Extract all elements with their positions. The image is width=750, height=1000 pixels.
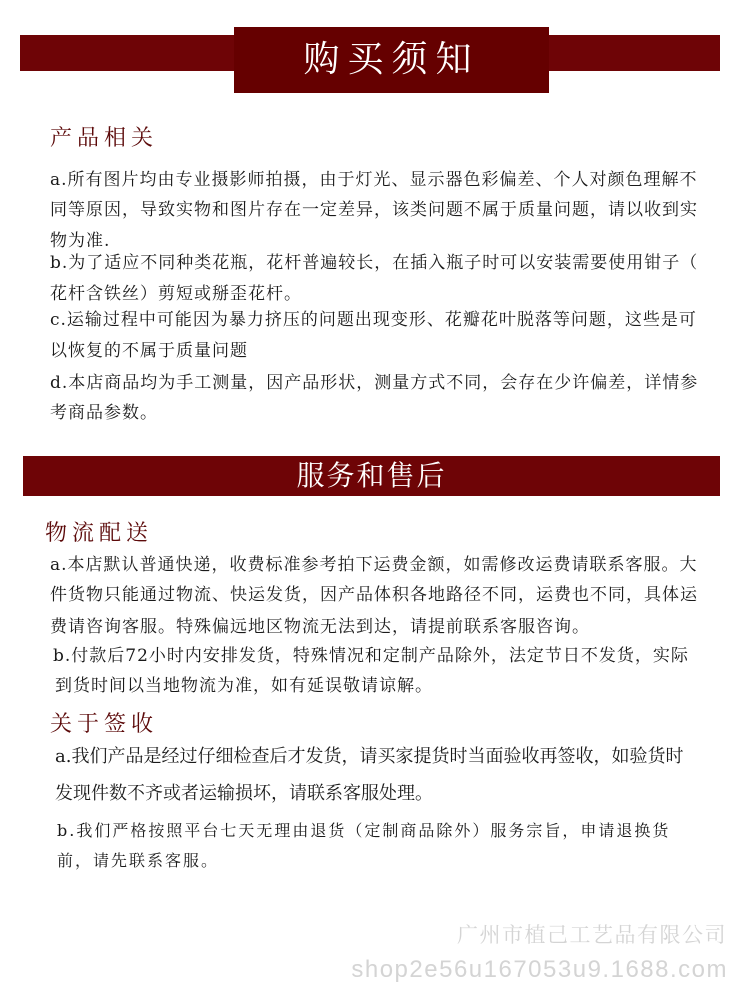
notice-line: 花杆含铁丝）剪短或掰歪花杆。 xyxy=(50,284,302,304)
notice-line: b.付款后72小时内安排发货，特殊情况和定制产品除外，法定节日不发货，实际 xyxy=(53,646,689,666)
section-heading-logistics: 物流配送 xyxy=(45,521,154,546)
notice-line: 以恢复的不属于质量问题 xyxy=(50,341,248,361)
section-heading-signing: 关于签收 xyxy=(50,712,159,737)
notice-line: 考商品参数。 xyxy=(50,403,158,423)
notice-line: b.为了适应不同种类花瓶，花杆普遍较长，在插入瓶子时可以安装需要使用钳子（ xyxy=(50,253,699,273)
notice-line: 费请咨询客服。特殊偏远地区物流无法到达，请提前联系客服咨询。 xyxy=(50,617,590,637)
notice-line: a.所有图片均由专业摄影师拍摄，由于灯光、显示器色彩偏差、个人对颜色理解不 xyxy=(50,170,698,190)
notice-line: 物为准. xyxy=(50,231,111,251)
notice-line: 件货物只能通过物流、快运发货，因产品体积各地路径不同，运费也不同，具体运 xyxy=(50,585,698,605)
page-title: 购买须知 xyxy=(234,27,549,93)
section-heading-product: 产品相关 xyxy=(50,126,159,151)
watermark-url: shop2e56u167053u9.1688.com xyxy=(351,956,728,983)
notice-line: 前，请先联系客服。 xyxy=(57,851,220,870)
watermark-company: 广州市植己工艺品有限公司 xyxy=(457,924,727,947)
notice-line: d.本店商品均为手工测量，因产品形状，测量方式不同，会存在少许偏差，详情参 xyxy=(50,373,699,393)
notice-line: 发现件数不齐或者运输损坏，请联系客服处理。 xyxy=(55,783,433,804)
section-banner-service: 服务和售后 xyxy=(23,456,720,496)
notice-line: a.本店默认普通快递，收费标准参考拍下运费金额，如需修改运费请联系客服。大 xyxy=(50,555,698,575)
notice-line: 同等原因，导致实物和图片存在一定差异，该类问题不属于质量问题，请以收到实 xyxy=(50,200,698,220)
notice-line: a.我们产品是经过仔细检查后才发货，请买家提货时当面验收再签收，如验货时 xyxy=(55,746,684,767)
notice-line: 到货时间以当地物流为准，如有延误敬请谅解。 xyxy=(55,676,433,696)
notice-line: c.运输过程中可能因为暴力挤压的问题出现变形、花瓣花叶脱落等问题，这些是可 xyxy=(50,310,697,330)
notice-line: b.我们严格按照平台七天无理由退货（定制商品除外）服务宗旨，申请退换货 xyxy=(57,821,671,840)
